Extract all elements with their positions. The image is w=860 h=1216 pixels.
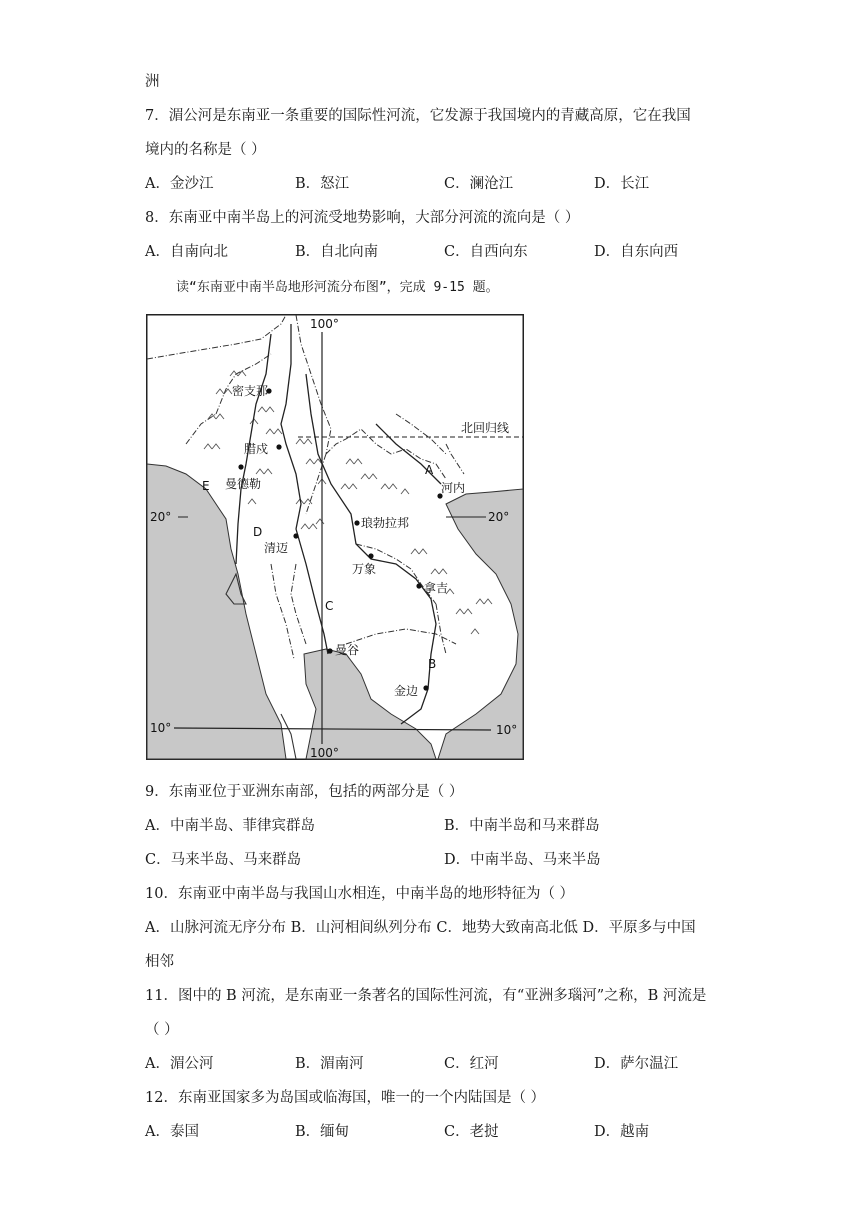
option-b[interactable]: B．中南半岛和马来群岛 xyxy=(444,818,600,834)
lon-label-bottom: 100° xyxy=(310,746,339,760)
option-a[interactable]: A．自南向北 xyxy=(145,244,228,260)
option-b[interactable]: B．怒江 xyxy=(295,176,350,192)
city-label: 腊戍 xyxy=(244,442,269,456)
lat10-right: 10° xyxy=(496,723,518,737)
option-b[interactable]: B．自北向南 xyxy=(295,244,379,260)
river-label-e: E xyxy=(202,479,210,493)
options-continuation: 相邻 xyxy=(145,954,174,970)
question-stem: 11．图中的 B 河流，是东南亚一条著名的国际性河流，有“亚洲多瑙河”之称，B 河流是 xyxy=(145,988,707,1004)
tropic-label: 北回归线 xyxy=(461,421,510,435)
city-label: 曼德勒 xyxy=(225,477,262,491)
city-label: 密支那 xyxy=(232,384,269,398)
option-a[interactable]: A．泰国 xyxy=(145,1124,199,1140)
lat20-right: 20° xyxy=(488,510,510,524)
river-label-a: A xyxy=(425,463,434,477)
lat10-left: 10° xyxy=(150,721,172,735)
city-label: 万象 xyxy=(352,562,377,576)
city-label: 金边 xyxy=(394,684,419,698)
option-a[interactable]: A．金沙江 xyxy=(145,176,214,192)
option-c[interactable]: C．老挝 xyxy=(444,1124,499,1140)
question-stem: （ ） xyxy=(145,1022,179,1038)
option-a[interactable]: A．湄公河 xyxy=(145,1056,214,1072)
option-d[interactable]: D．长江 xyxy=(594,176,650,192)
question-stem: 10．东南亚中南半岛与我国山水相连，中南半岛的地形特征为（ ） xyxy=(145,886,575,902)
city-label: 河内 xyxy=(441,481,466,495)
options-line[interactable]: A．山脉河流无序分布 B．山河相间纵列分布 C．地势大致南高北低 D．平原多与中国 xyxy=(145,920,696,936)
option-c[interactable]: C．澜沧江 xyxy=(444,176,514,192)
question-stem: 8．东南亚中南半岛上的河流受地势影响，大部分河流的流向是（ ） xyxy=(145,210,580,226)
city-label: 拿吉 xyxy=(424,581,449,595)
option-d[interactable]: D．萨尔温江 xyxy=(594,1056,679,1072)
city-label: 清迈 xyxy=(264,541,289,555)
indochina-map xyxy=(146,314,524,760)
question-stem: 12．东南亚国家多为岛国或临海国，唯一的一个内陆国是（ ） xyxy=(145,1090,546,1106)
question-stem: 7．湄公河是东南亚一条重要的国际性河流，它发源于我国境内的青藏高原，它在我国 xyxy=(145,108,691,124)
option-c[interactable]: C．马来半岛、马来群岛 xyxy=(145,852,302,868)
option-c[interactable]: C．自西向东 xyxy=(444,244,528,260)
top-fragment: 洲 xyxy=(145,74,160,90)
option-d[interactable]: D．越南 xyxy=(594,1124,650,1140)
option-b[interactable]: B．湄南河 xyxy=(295,1056,364,1072)
question-stem: 9．东南亚位于亚洲东南部，包括的两部分是（ ） xyxy=(145,784,464,800)
option-d[interactable]: D．中南半岛、马来半岛 xyxy=(444,852,601,868)
lon-label-top: 100° xyxy=(310,317,339,331)
city-label: 琅勃拉邦 xyxy=(361,516,410,530)
river-label-d: D xyxy=(253,525,263,539)
option-c[interactable]: C．红河 xyxy=(444,1056,499,1072)
city-label: 曼谷 xyxy=(335,643,360,657)
option-d[interactable]: D．自东向西 xyxy=(594,244,679,260)
river-label-c: C xyxy=(325,599,334,613)
question-stem: 境内的名称是（ ） xyxy=(145,142,266,158)
river-label-b: B xyxy=(428,657,437,671)
option-b[interactable]: B．缅甸 xyxy=(295,1124,350,1140)
map-intro: 读“东南亚中南半岛地形河流分布图”，完成 9-15 题。 xyxy=(176,280,499,295)
option-a[interactable]: A．中南半岛、菲律宾群岛 xyxy=(145,818,315,834)
lat20-left: 20° xyxy=(150,510,172,524)
